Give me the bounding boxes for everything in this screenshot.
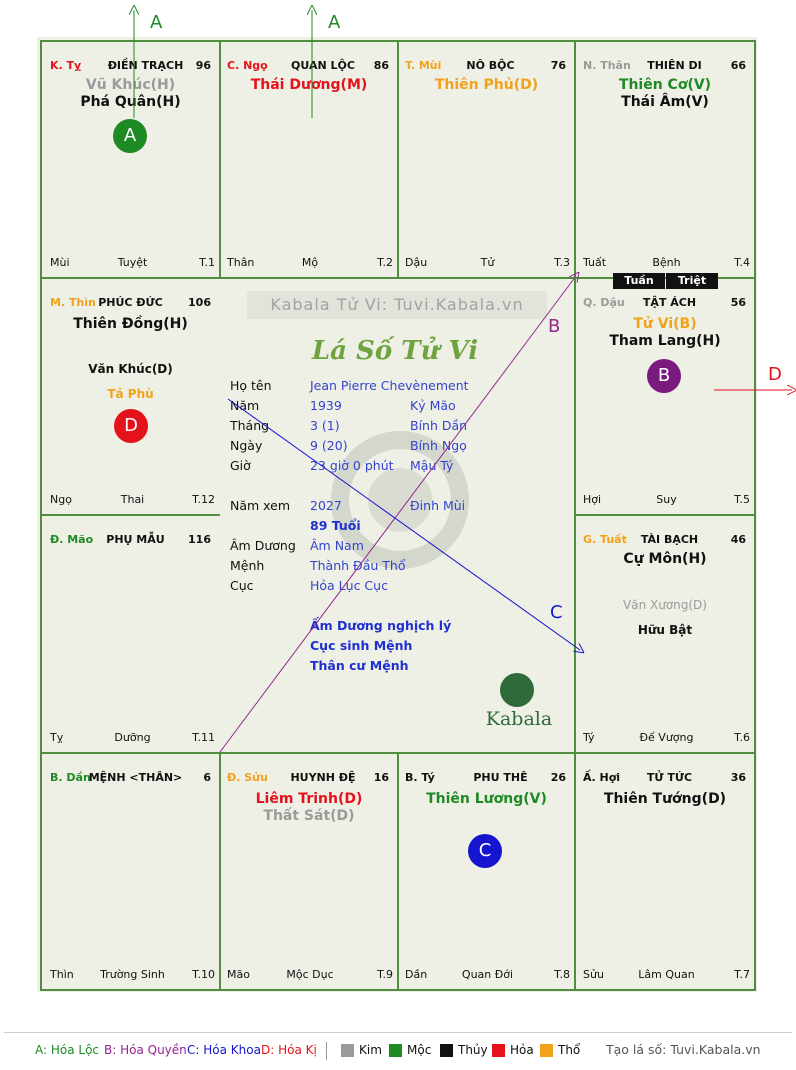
palace-number: 66 xyxy=(730,59,746,72)
arrow-label-d: D xyxy=(768,364,782,385)
footer-left: Mão xyxy=(227,968,250,981)
footer-left: Thân xyxy=(227,256,255,269)
info-value: Kỷ Mão xyxy=(410,398,456,413)
palace-number: 26 xyxy=(550,771,566,784)
star: Hữu Bật xyxy=(637,623,693,637)
info-note: Cục sinh Mệnh xyxy=(310,638,413,653)
legend-thuy: Thủy xyxy=(458,1043,488,1057)
legend-site-link[interactable]: Tạo lá số: Tuvi.Kabala.vn xyxy=(606,1042,761,1057)
footer-left: Tuất xyxy=(583,256,607,269)
footer-mid: Thai xyxy=(120,493,145,506)
footer-mid: Đế Vượng xyxy=(639,731,694,744)
hoa-khoa-arrow xyxy=(228,399,580,650)
star: Cự Môn(H) xyxy=(623,551,707,567)
legend-hoa-khoa: C: Hóa Khoa xyxy=(187,1043,261,1057)
info-label: Họ tên xyxy=(230,378,272,393)
palace-name: PHU THÊ xyxy=(473,771,528,784)
footer-mid: Lâm Quan xyxy=(638,968,695,981)
chart-title: Lá Số Tử Vi xyxy=(311,336,479,366)
star: Thiên Lương(V) xyxy=(426,791,547,807)
tho-swatch xyxy=(540,1044,553,1057)
info-note: Thân cư Mệnh xyxy=(310,658,409,673)
footer-right: T.2 xyxy=(377,256,393,269)
kim-swatch xyxy=(341,1044,354,1057)
info-value: 9 (20) xyxy=(310,438,348,453)
footer-mid: Suy xyxy=(656,493,677,506)
palace-number: 86 xyxy=(373,59,389,72)
footer-right: T.12 xyxy=(192,493,215,506)
branch-label: B. Dần xyxy=(50,771,91,784)
branch-label: K. Tỵ xyxy=(50,59,82,72)
footer-right: T.6 xyxy=(734,731,750,744)
footer-left: Mùi xyxy=(50,256,70,269)
legend-kim: Kim xyxy=(359,1043,382,1057)
info-value: Mậu Tý xyxy=(410,458,454,473)
star: Thiên Cơ(V) xyxy=(618,77,712,93)
info-note: Ấm Dương nghịch lý xyxy=(310,618,452,633)
info-label: Năm xyxy=(230,398,260,413)
arrow-label-c: C xyxy=(550,602,563,623)
star: Thất Sát(D) xyxy=(263,808,355,824)
footer-right: T.4 xyxy=(734,256,750,269)
info-label: Mệnh xyxy=(230,558,265,573)
legend-divider xyxy=(4,1032,792,1033)
footer-mid: Mộ xyxy=(301,256,319,269)
branch-label: Đ. Sửu xyxy=(227,771,268,784)
branch-label: Ấ. Hợi xyxy=(583,771,621,784)
moc-swatch xyxy=(389,1044,402,1057)
info-value: Âm Nam xyxy=(310,538,364,553)
hoa-khoa-badge: C xyxy=(468,834,502,868)
footer-left: Thìn xyxy=(50,968,74,981)
palace-number: 56 xyxy=(730,296,746,309)
branch-label: Q. Dậu xyxy=(583,296,625,309)
info-label: Âm Dương xyxy=(230,538,296,553)
footer-right: T.8 xyxy=(554,968,570,981)
hoa-ki-badge: D xyxy=(114,409,148,443)
star: Văn Xương(D) xyxy=(623,598,707,612)
star: Thái Âm(V) xyxy=(621,94,709,110)
hoa-loc-badge: A xyxy=(113,119,147,153)
palace-number: 106 xyxy=(188,296,211,309)
info-value: 23 giờ 0 phút xyxy=(310,458,394,473)
star: Liêm Trinh(D) xyxy=(255,791,363,807)
watermark-banner: Kabala Tử Vi: Tuvi.Kabala.vn xyxy=(247,291,547,319)
branch-label: N. Thân xyxy=(583,59,631,72)
info-value: 2027 xyxy=(310,498,342,513)
info-age: 89 Tuổi xyxy=(310,518,361,533)
branch-label: M. Thìn xyxy=(50,296,96,309)
arrow-label-a: A xyxy=(150,12,163,33)
legend-moc: Mộc xyxy=(407,1043,432,1057)
tuan-tag: Tuần xyxy=(613,273,665,289)
palace-name: HUYNH ĐỆ xyxy=(290,771,356,784)
footer-left: Tỵ xyxy=(50,731,64,744)
footer-right: T.5 xyxy=(734,493,750,506)
palace-number: 116 xyxy=(188,533,211,546)
footer-right: T.9 xyxy=(377,968,393,981)
footer-right: T.1 xyxy=(199,256,215,269)
footer-left: Sửu xyxy=(583,968,604,981)
legend-hoa: Hỏa xyxy=(510,1043,534,1057)
info-name: Jean Pierre Chevènement xyxy=(310,378,469,393)
palace-name: TÀI BẠCH xyxy=(640,533,699,546)
palace-number: 76 xyxy=(550,59,566,72)
star: Phá Quân(H) xyxy=(80,94,181,110)
info-label: Giờ xyxy=(230,458,251,473)
palace-number: 16 xyxy=(373,771,389,784)
star: Tham Lang(H) xyxy=(609,333,721,349)
kabala-logo-text: Kabala xyxy=(485,708,553,730)
info-value: 1939 xyxy=(310,398,342,413)
info-value: Bính Ngọ xyxy=(410,438,467,453)
star: Thiên Phủ(D) xyxy=(434,77,539,93)
palace-name: PHÚC ĐỨC xyxy=(98,296,163,309)
palace-name: TỬ TỨC xyxy=(646,771,693,784)
footer-mid: Dưỡng xyxy=(114,731,151,744)
palace-name: ĐIỀN TRẠCH xyxy=(107,59,184,72)
palace-name: NÔ BỘC xyxy=(466,59,515,72)
legend-hoa-ki: D: Hóa Kị xyxy=(261,1043,317,1057)
footer-mid: Trường Sinh xyxy=(100,968,165,981)
footer-right: T.11 xyxy=(192,731,215,744)
info-value: 3 (1) xyxy=(310,418,340,433)
star: Thiên Tướng(D) xyxy=(603,791,727,807)
branch-label: T. Mùi xyxy=(405,59,442,72)
branch-label: C. Ngọ xyxy=(227,59,268,72)
star: Tử Vi(B) xyxy=(633,316,697,332)
footer-left: Dần xyxy=(405,968,428,981)
hoa-quyen-badge: B xyxy=(647,359,681,393)
star: Văn Khúc(D) xyxy=(88,362,173,376)
legend-separator xyxy=(326,1042,327,1060)
palace-name: THIÊN DI xyxy=(647,59,702,72)
triet-tag: Triệt xyxy=(666,273,718,289)
footer-mid: Tử xyxy=(480,256,495,269)
info-label: Năm xem xyxy=(230,498,291,513)
branch-label: G. Tuất xyxy=(583,533,627,546)
footer-right: T.3 xyxy=(554,256,570,269)
footer-left: Tý xyxy=(583,731,595,744)
footer-mid: Tuyệt xyxy=(117,256,148,269)
legend-tho: Thổ xyxy=(558,1043,581,1057)
palace-name: QUAN LỘC xyxy=(291,59,355,72)
info-value: Hỏa Lục Cục xyxy=(310,578,388,593)
footer-right: T.7 xyxy=(734,968,750,981)
footer-mid: Mộc Dục xyxy=(286,968,334,981)
info-label: Cục xyxy=(230,578,254,593)
star: Thiên Đồng(H) xyxy=(73,316,188,332)
legend-hoa-quyen: B: Hóa Quyền xyxy=(104,1043,187,1057)
footer-mid: Bệnh xyxy=(652,256,681,269)
footer-mid: Quan Đới xyxy=(461,968,514,981)
info-label: Tháng xyxy=(230,418,270,433)
footer-right: T.10 xyxy=(192,968,215,981)
star: Thái Dương(M) xyxy=(250,77,368,93)
star: Tả Phù xyxy=(107,387,154,401)
palace-name: TẬT ÁCH xyxy=(642,296,697,309)
info-value: Bính Dần xyxy=(410,418,468,433)
footer-left: Dậu xyxy=(405,256,428,269)
arrow-label-a: A xyxy=(328,12,341,33)
star: Vũ Khúc(H) xyxy=(85,77,176,93)
hoa-quyen-arrow xyxy=(220,276,576,752)
palace-name: MỆNH <THÂN> xyxy=(88,771,183,784)
palace-number: 36 xyxy=(730,771,746,784)
hoa-swatch xyxy=(492,1044,505,1057)
branch-label: B. Tý xyxy=(405,771,435,784)
branch-label: Đ. Mão xyxy=(50,533,94,546)
footer-left: Ngọ xyxy=(50,493,72,506)
info-value: Đinh Mùi xyxy=(410,498,466,513)
palace-number: 96 xyxy=(195,59,211,72)
info-value: Thành Đầu Thổ xyxy=(310,558,406,573)
thuy-swatch xyxy=(440,1044,453,1057)
palace-number: 46 xyxy=(730,533,746,546)
info-label: Ngày xyxy=(230,438,263,453)
palace-number: 6 xyxy=(203,771,211,784)
palace-name: PHỤ MẪU xyxy=(106,533,165,546)
footer-left: Hợi xyxy=(583,493,602,506)
arrow-label-b: B xyxy=(548,316,561,337)
legend-hoa-loc: A: Hóa Lộc xyxy=(35,1043,100,1057)
